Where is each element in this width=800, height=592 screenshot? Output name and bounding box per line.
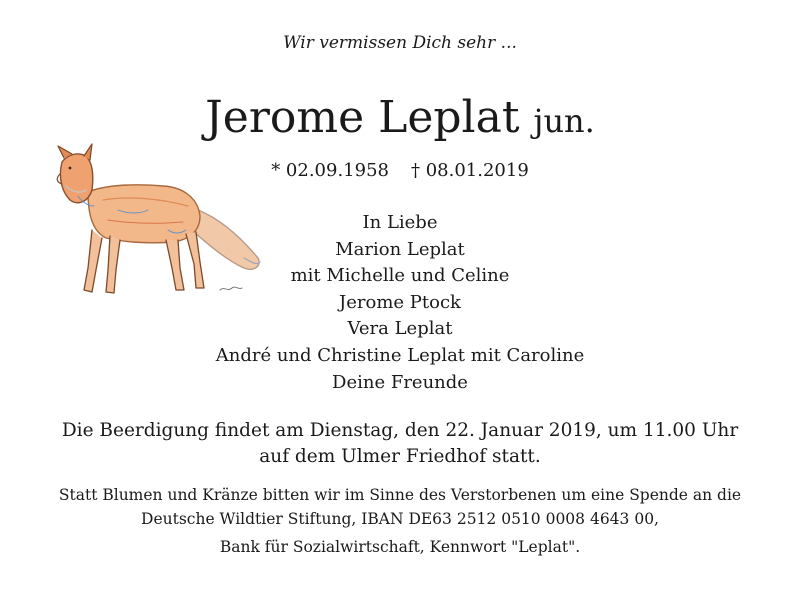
mourners-list — [0, 210, 800, 396]
mourner-line: André und Christine Leplat mit Caroline — [215, 344, 585, 366]
deceased-name-suffix: jun. — [533, 102, 595, 140]
mourner-line: Marion Leplat — [335, 238, 465, 260]
funeral-line: auf dem Ulmer Friedhof statt. — [259, 446, 541, 467]
deceased-name-main: Jerome Leplat — [205, 92, 520, 143]
donation-notice — [0, 483, 800, 531]
mourner-line: mit Michelle und Celine — [290, 265, 510, 287]
funeral-notice — [0, 418, 800, 470]
donation-line: Statt Blumen und Kränze bitten wir im Sinne des Verstorbenen um eine Spende an die — [58, 486, 742, 504]
funeral-line: Die Beerdigung findet am Dienstag, den 22. Januar 2019, um 11.00 Uhr — [61, 420, 739, 441]
bank-line: Bank für Sozialwirtschaft, Kennwort "Leplat". — [219, 538, 581, 556]
mourner-line: Deine Freunde — [332, 371, 468, 393]
birth-date: * 02.09.1958 — [271, 160, 389, 181]
mourner-line: In Liebe — [362, 212, 438, 233]
mourner-line: Vera Leplat — [347, 318, 453, 340]
motto: Wir vermissen Dich sehr ... — [283, 33, 517, 53]
death-date: † 08.01.2019 — [411, 160, 529, 181]
donation-line: Deutsche Wildtier Stiftung, IBAN DE63 2512 0510 0008 4643 00, — [141, 510, 659, 528]
mourner-line: Jerome Ptock — [339, 291, 461, 313]
deceased-name — [0, 92, 800, 147]
